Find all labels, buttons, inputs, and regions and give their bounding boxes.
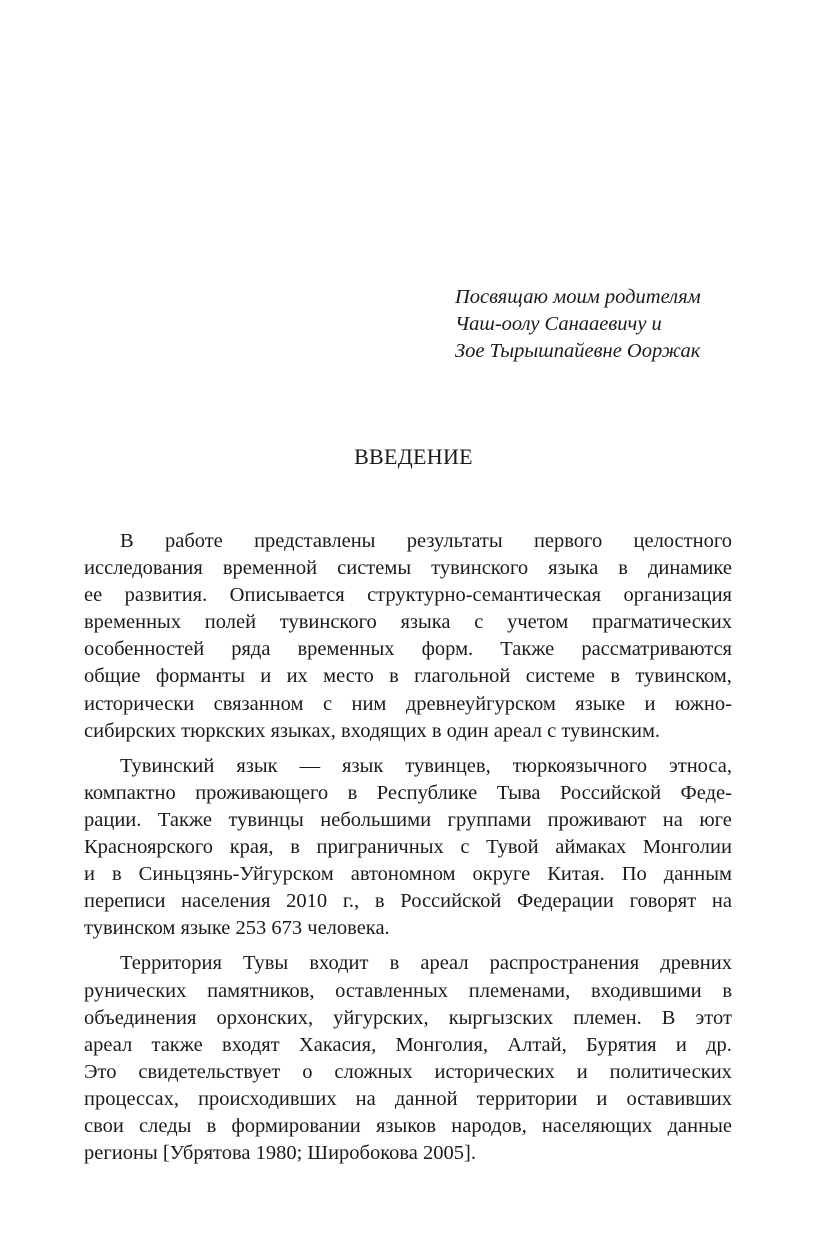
text-line: свои следы в формировании языков народов, населяющих данные: [84, 1114, 732, 1137]
text-line: и в Синьцзянь-Уйгурском автономном округе Китая. По данным: [84, 863, 732, 886]
text-line: переписи населения 2010 г., в Российской Федерации говорят на: [84, 890, 732, 913]
text-line: Это свидетельствует о сложных исторических и политических: [84, 1060, 732, 1083]
text-line: процессах, происходивших на данной территории и оставивших: [84, 1087, 732, 1110]
text-line: Тувинский язык — язык тувинцев, тюркоязычного этноса,: [120, 754, 732, 777]
text-line: сибирских тюркских языках, входящих в один ареал с тувинским.: [84, 719, 661, 742]
paragraph-3: [84, 950, 732, 1167]
text-line: тувинском языке 253 673 человека.: [84, 917, 390, 940]
dedication-line: Чаш-оолу Санааевичу и: [455, 313, 662, 335]
text-line: исторически связанном с ним древнеуйгурском языке и южно-: [84, 692, 732, 715]
text-line: регионы [Убрятова 1980; Широбокова 2005].: [84, 1142, 476, 1165]
paragraph-1: [84, 528, 732, 745]
text-line: ареал также входят Хакасия, Монголия, Алтай, Бурятия и др.: [84, 1033, 732, 1056]
text-line: Красноярского края, в приграничных с Тувой аймаках Монголии: [84, 836, 732, 859]
text-line: В работе представлены результаты первого целостного: [120, 530, 732, 552]
text-line: ее развития. Описывается структурно-семантическая организация: [84, 584, 732, 607]
text-line: общие форманты и их место в глагольной системе в тувинском,: [84, 665, 732, 688]
text-line: временных полей тувинского языка с учетом прагматических: [84, 611, 732, 634]
text-line: исследования временной системы тувинского языка в динамике: [84, 557, 732, 580]
text-line: рунических памятников, оставленных племенами, входившими в: [84, 979, 732, 1002]
text-line: объединения орхонских, уйгурских, кыргызских племен. В этот: [84, 1006, 732, 1029]
text-line: Территория Тувы входит в ареал распространения древних: [120, 952, 732, 975]
dedication-line: Зое Тырышпайевне Ооржак: [455, 340, 701, 362]
section-heading: ВВЕДЕНИЕ: [354, 444, 473, 469]
text-line: особенностей ряда временных форм. Также рассматриваются: [84, 638, 732, 661]
dedication: [455, 284, 785, 365]
body-text: [84, 528, 732, 1175]
paragraph-2: [84, 753, 732, 943]
text-line: компактно проживающего в Республике Тыва Российской Феде-: [84, 781, 732, 804]
dedication-line: Посвящаю моим родителям: [455, 286, 701, 308]
text-line: рации. Также тувинцы небольшими группами проживают на юге: [84, 808, 732, 831]
